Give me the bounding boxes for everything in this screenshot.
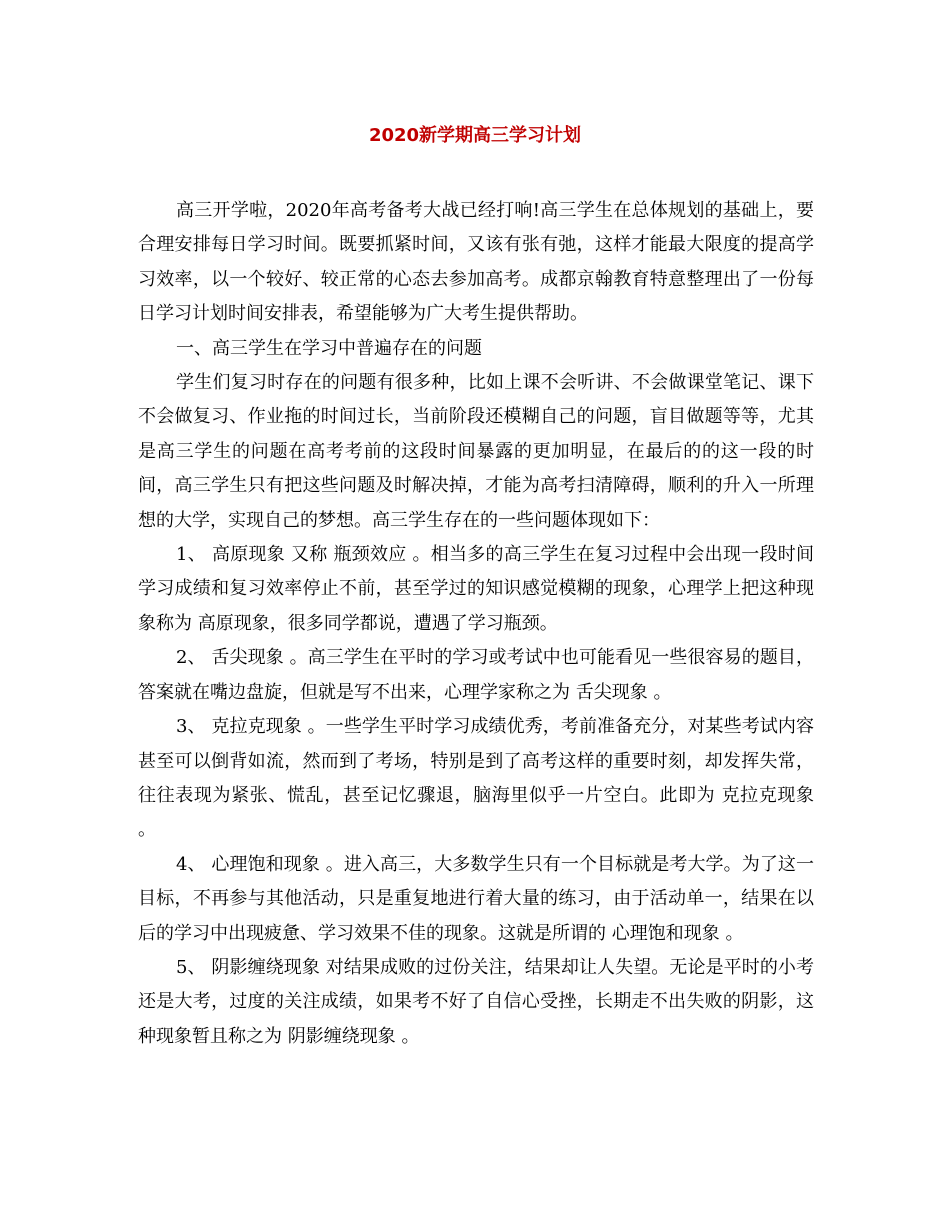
list-item-saturation: 4、 心理饱和现象 。进入高三，大多数学生只有一个目标就是考大学。为了这一目标，不再参与其他活动，只是重复地进行着大量的练习，由于活动单一，结果在以后的学习中出现疲惫、学习效果不佳的现象。这就是所谓的 心理饱和现象 。 xyxy=(138,853,814,944)
list-item-tip-of-tongue: 2、 舌尖现象 。高三学生在平时的学习或考试中也可能看见一些很容易的题目，答案就在嘴边盘旋，但就是写不出来，心理学家称之为 舌尖现象 。 xyxy=(138,647,814,703)
list-item-shadow: 5、 阴影缠绕现象 对结果成败的过份关注，结果却让人失望。无论是平时的小考还是大考，过度的关注成绩，如果考不好了自信心受挫，长期走不出失败的阴影，这种现象暂且称之为 阴影缠绕现象 。 xyxy=(138,956,814,1047)
paragraph-intro: 高三开学啦，2020年高考备考大战已经打响!高三学生在总体规划的基础上，要合理安排每日学习时间。既要抓紧时间，又该有张有弛，这样才能最大限度的提高学习效率，以一个较好、较正常的心态去参加高考。成都京翰教育特意整理出了一份每日学习计划时间安排表，希望能够为广大考生提供帮助。 xyxy=(138,200,814,325)
list-item-clark: 3、 克拉克现象 。一些学生平时学习成绩优秀，考前准备充分，对某些考试内容甚至可以倒背如流，然而到了考场，特别是到了高考这样的重要时刻，却发挥失常，往往表现为紧张、慌乱，甚至记忆骤退，脑海里似乎一片空白。此即为 克拉克现象 。 xyxy=(138,716,814,841)
document-body xyxy=(138,194,814,1054)
list-item-plateau: 1、 高原现象 又称 瓶颈效应 。相当多的高三学生在复习过程中会出现一段时间学习成绩和复习效率停止不前，甚至学过的知识感觉模糊的现象，心理学上把这种现象称为 高原现象，很多同学都说，遭遇了学习瓶颈。 xyxy=(138,544,814,634)
paragraph-problems-overview: 学生们复习时存在的问题有很多种，比如上课不会听讲、不会做课堂笔记、课下不会做复习、作业拖的时间过长，当前阶段还模糊自己的问题，盲目做题等等，尤其是高三学生的问题在高考考前的这段时间暴露的更加明显，在最后的的这一段的时间，高三学生只有把这些问题及时解决掉，才能为高考扫清障碍，顺利的升入一所理想的大学，实现自己的梦想。高三学生存在的一些问题体现如下： xyxy=(138,372,814,531)
section-heading-problems: 一、高三学生在学习中普遍存在的问题 xyxy=(176,337,482,359)
document-title: 2020新学期高三学习计划 xyxy=(368,125,582,146)
